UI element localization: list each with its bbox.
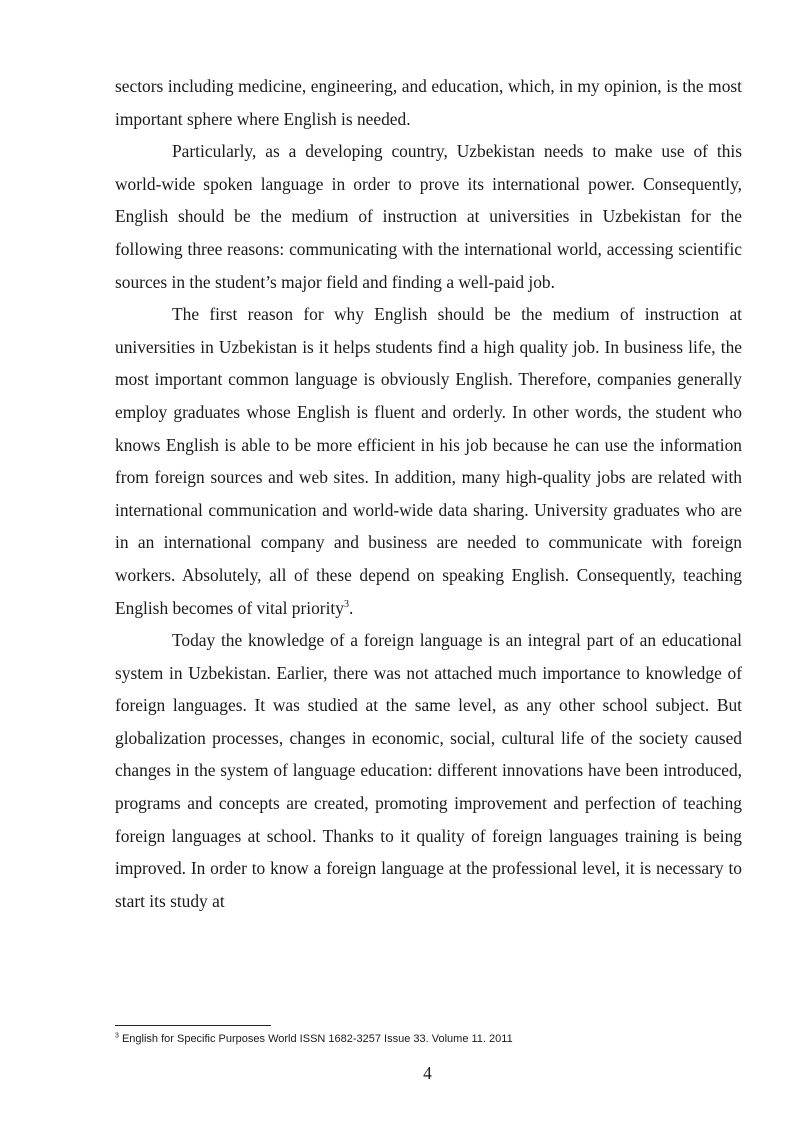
body-text <box>115 70 742 917</box>
footnote <box>115 1032 755 1046</box>
paragraph-first-reason-text: The first reason for why English should be the medium of instruction at universities in Uzbekistan is it helps students find a high quality job. In business life, the most important common language is obviously English. Therefore, companies generally employ graduates whose English is fluent and orderly. In other words, the student who knows English is able to be more efficient in his job because he can use the information from foreign sources and web sites. In addition, many high-quality jobs are related with international communication and world-wide data sharing. University graduates who are in an international company and business are needed to communicate with foreign workers. Absolutely, all of these depend on speaking English. Consequently, teaching English becomes of vital priority <box>115 304 742 618</box>
footnote-marker: 3 <box>115 1032 119 1040</box>
page-number: 4 <box>423 1063 432 1083</box>
paragraph-end-punct: . <box>348 597 354 618</box>
paragraph-introduction: Particularly, as a developing country, Uzbekistan needs to make use of this world-wide spoken language in order to prove its international power. Consequently, English should be the medium of instruction at universities in Uzbekistan for the following three reasons: communicating with the international world, accessing scientific sources in the student’s major field and finding a well-paid job. <box>115 141 742 292</box>
paragraph-first-reason <box>115 298 742 624</box>
footnote-reference[interactable]: 3 <box>343 598 349 610</box>
paragraph-foreign-language: Today the knowledge of a foreign language is an integral part of an educational system in Uzbekistan. Earlier, there was not attached much importance to knowledge of foreign languages. It was studied at the same level, as any other school subject. But globalization processes, changes in economic, social, cultural life of the society caused changes in the system of language education: different innovations have been introduced, programs and concepts are created, promoting improvement and perfection of teaching foreign languages at school. Thanks to it quality of foreign languages training is being improved. In order to know a foreign language at the professional level, it is necessary to start its study at <box>115 630 742 911</box>
footnote-separator <box>115 1025 271 1026</box>
footnote-text: English for Specific Purposes World ISSN 1682-3257 Issue 33. Volume 11. 2011 <box>118 1033 513 1045</box>
paragraph-continued: sectors including medicine, engineering, and education, which, in my opinion, is the most important sphere where English is needed. <box>115 76 742 129</box>
